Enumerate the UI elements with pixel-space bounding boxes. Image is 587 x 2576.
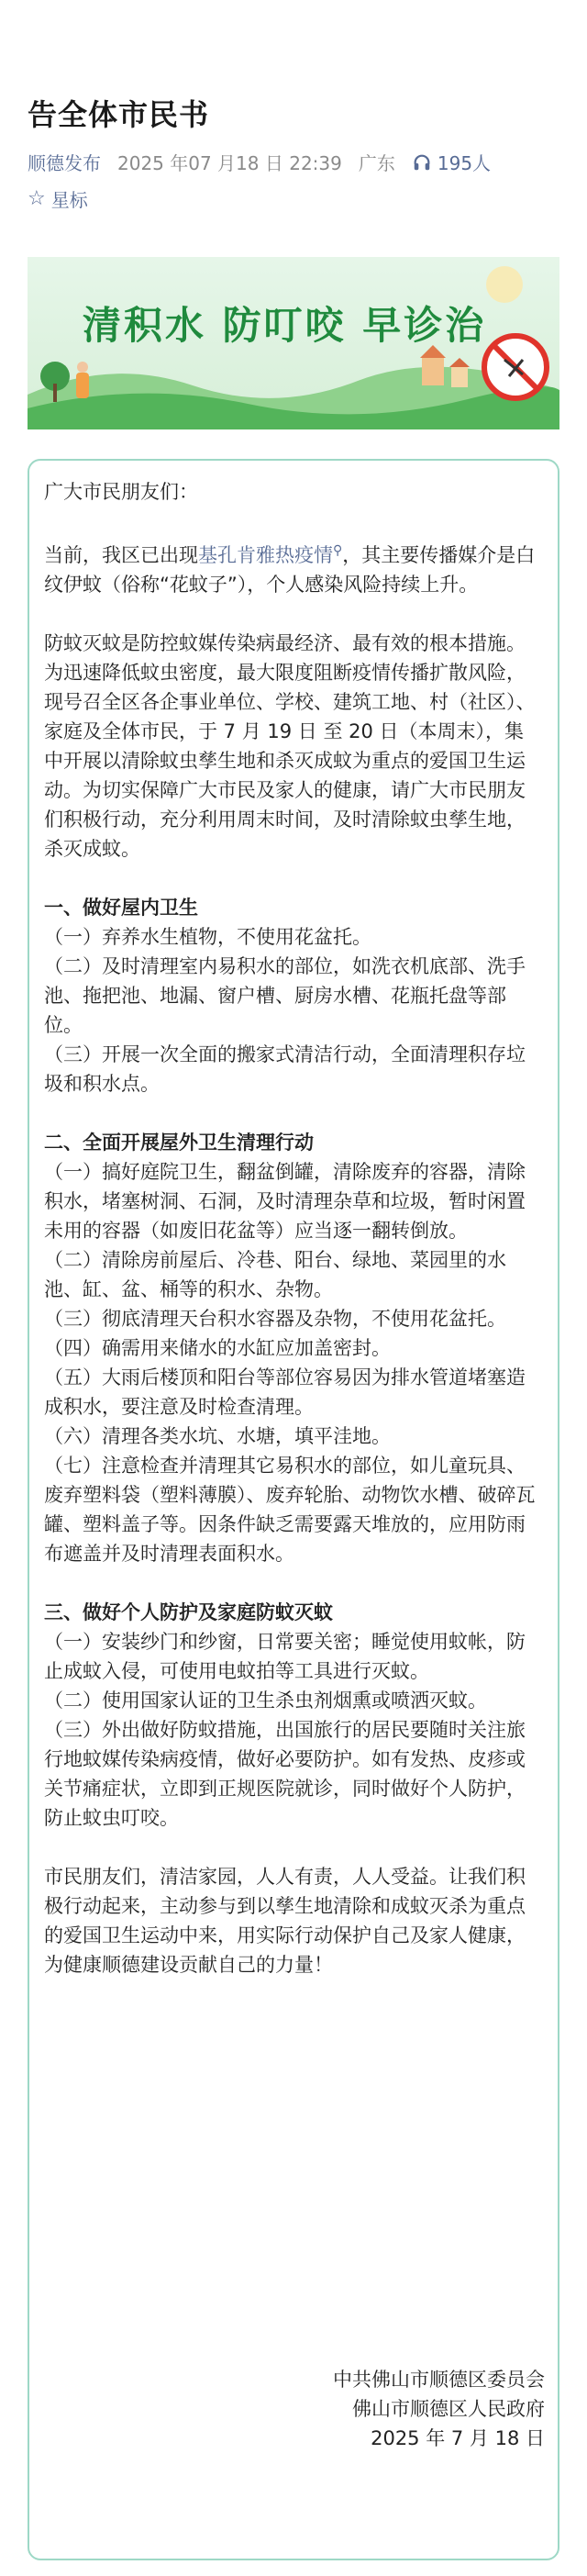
intro-suffix: ，其主要传播媒介是白纹伊蚊（俗称“花蚊子”），个人感染风险持续上升。 — [44, 544, 536, 596]
headphones-icon — [412, 152, 432, 173]
publish-time: 2025 年07 月18 日 22:39 — [117, 152, 342, 174]
signature-block — [333, 2365, 545, 2453]
banner-title: 清积水 防叮咬 早诊治 — [83, 303, 487, 348]
article-meta — [28, 149, 491, 175]
publish-location: 广东 — [358, 152, 395, 174]
search-icon[interactable]: ⚲ — [333, 543, 343, 558]
section-1-item: （二）及时清理室内易积水的部位，如洗衣机底部、洗手池、拖把池、地漏、窗户槽、厨房水槽、花瓶托盘等部位。 — [44, 955, 526, 1036]
section-2-item: （六）清理各类水坑、水塘，填平洼地。 — [44, 1425, 391, 1447]
section-2-item: （二）清除房前屋后、冷巷、阳台、绿地、菜园里的水池、缸、盆、桶等的积水、杂物。 — [44, 1249, 506, 1300]
section-2-item: （一）搞好庭院卫生，翻盆倒罐，清除废弃的容器，清除积水，堵塞树洞、石洞，及时清理杂草和垃圾，暂时闲置未用的容器（如废旧花盆等）应当逐一翻转倒放。 — [44, 1161, 526, 1242]
section-3-item: （一）安装纱门和纱窗，日常要关密；睡觉使用蚊帐，防止成蚊入侵，可使用电蚊拍等工具进行灭蚊。 — [44, 1631, 526, 1682]
article-title: 告全体市民书 — [28, 97, 210, 132]
signature-org-2: 佛山市顺德区人民政府 — [352, 2398, 545, 2420]
banner-image — [28, 257, 559, 429]
section-2-item: （四）确需用来储水的水缸应加盖密封。 — [44, 1337, 391, 1359]
intro-paragraph — [44, 536, 543, 599]
letter-body — [44, 477, 543, 1979]
intro-prefix: 当前，我区已出现 — [44, 544, 198, 566]
para-2: 防蚊灭蚊是防控蚊媒传染病最经济、最有效的根本措施。为迅速降低蚊虫密度，最大限度阻断疫情传播扩散风险，现号召全区各企事业单位、学校、建筑工地、村（社区）、家庭及全体市民，于 7 月 19 日 至 20 日（本周末），集中开展以清除蚊虫孳生地和杀灭成蚊为重点的爱国卫生运动。为切实保障广大市民及家人的健康，请广大市民朋友们积极行动，充分利用周末时间，及时清除蚊虫孳生地，杀灭成蚊。 — [44, 632, 536, 860]
epidemic-link[interactable]: 基孔肯雅热疫情 — [198, 544, 333, 566]
section-2-item: （五）大雨后楼顶和阳台等部位容易因为排水管道堵塞造成积水，要注意及时检查清理。 — [44, 1366, 526, 1418]
section-3-title: 三、做好个人防护及家庭防蚊灭蚊 — [44, 1601, 333, 1623]
section-2-title: 二、全面开展屋外卫生清理行动 — [44, 1132, 314, 1154]
star-button[interactable] — [28, 185, 88, 212]
closing-paragraph: 市民朋友们，清洁家园，人人有责，人人受益。让我们积极行动起来，主动参与到以孳生地清除和成蚊灭杀为重点的爱国卫生运动中来，用实际行动保护自己及家人健康，为健康顺德建设贡献自己的力量！ — [44, 1866, 526, 1976]
section-1-item: （一）弃养水生植物，不使用花盆托。 — [44, 926, 371, 948]
star-label: 星标 — [50, 189, 88, 211]
signature-org-1: 中共佛山市顺德区委员会 — [333, 2369, 545, 2391]
section-2-item: （三）彻底清理天台积水容器及杂物，不使用花盆托。 — [44, 1308, 506, 1330]
section-1-title: 一、做好屋内卫生 — [44, 897, 198, 919]
section-2-item: （七）注意检查并清理其它易积水的部位，如儿童玩具、废弃塑料袋（塑料薄膜）、废弃轮胎、动物饮水槽、破碎瓦罐、塑料盖子等。因条件缺乏需要露天堆放的，应用防雨布遮盖并及时清理表面积水。 — [44, 1455, 536, 1565]
greeting: 广大市民朋友们： — [44, 481, 198, 503]
source-link[interactable]: 顺德发布 — [28, 152, 101, 174]
listen-button[interactable] — [412, 149, 491, 175]
listen-count: 195人 — [437, 152, 492, 174]
signature-date: 2025 年 7 月 18 日 — [371, 2427, 545, 2449]
section-3-item: （三）外出做好防蚊措施，出国旅行的居民要随时关注旅行地蚊媒传染病疫情，做好必要防护。如有发热、皮疹或关节痛症状，立即到正规医院就诊，同时做好个人防护，防止蚊虫叮咬。 — [44, 1719, 526, 1829]
section-1-item: （三）开展一次全面的搬家式清洁行动，全面清理积存垃圾和积水点。 — [44, 1043, 526, 1095]
section-3-item: （二）使用国家认证的卫生杀虫剂烟熏或喷洒灭蚊。 — [44, 1689, 487, 1712]
star-icon: ☆ — [28, 187, 46, 210]
